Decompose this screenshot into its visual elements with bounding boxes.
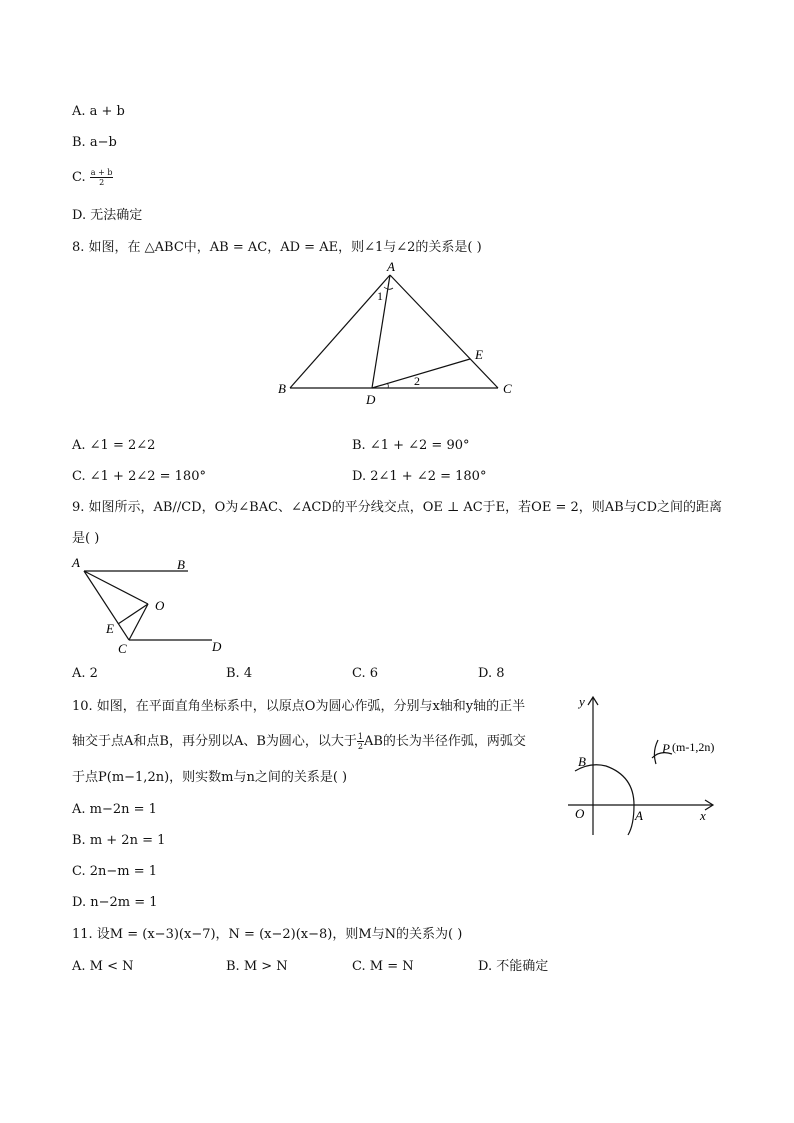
q11-stem: 11. 设M = (x−3)(x−7)，N = (x−2)(x−8)，则M与N的关系为( ) bbox=[72, 927, 463, 942]
q7-option-d: D. 无法确定 bbox=[72, 208, 143, 223]
q9-parallel-figure bbox=[66, 553, 236, 658]
point-b-label: B bbox=[278, 381, 286, 396]
q10-half-fraction bbox=[357, 732, 364, 751]
fraction-denominator: 2 bbox=[357, 742, 363, 751]
y-axis-label: y bbox=[579, 694, 585, 709]
q9-option-c: C. 6 bbox=[352, 666, 379, 681]
q10-option-c: C. 2n−m = 1 bbox=[72, 864, 158, 879]
fraction-numerator: 1 bbox=[357, 732, 363, 741]
segment-co bbox=[129, 604, 148, 640]
point-d-label: D bbox=[366, 392, 376, 407]
q8-stem: 8. 如图，在 △ABC中，AB = AC，AD = AE，则∠1与∠2的关系是( ) bbox=[72, 240, 482, 255]
point-p-label: P bbox=[662, 741, 670, 756]
q9-stem-line1: 9. 如图所示，AB//CD，O为∠BAC、∠ACD的平分线交点，OE ⊥ AC于E，若OE = 2，则AB与CD之间的距离 bbox=[72, 500, 723, 515]
point-p-coordinates: (m-1,2n) bbox=[672, 740, 715, 754]
angle-1-label: 1 bbox=[377, 289, 383, 303]
arc-centered-o bbox=[575, 765, 634, 835]
fraction-numerator: a + b bbox=[90, 168, 113, 177]
q9-stem-line2: 是( ) bbox=[72, 531, 100, 546]
q8-triangle-figure bbox=[270, 255, 530, 410]
segment-de bbox=[372, 359, 470, 388]
q10-option-a: A. m−2n = 1 bbox=[72, 802, 157, 817]
point-e-label: E bbox=[475, 347, 483, 362]
x-axis-label: x bbox=[700, 808, 706, 823]
angle-2-label: 2 bbox=[414, 374, 420, 388]
point-b-label: B bbox=[177, 557, 185, 572]
point-c-label: C bbox=[503, 381, 512, 396]
fraction-denominator: 2 bbox=[99, 178, 105, 187]
q10-option-d: D. n−2m = 1 bbox=[72, 895, 158, 910]
q7-option-b: B. a−b bbox=[72, 135, 117, 150]
q7-option-c bbox=[72, 168, 113, 187]
point-a-label: A bbox=[387, 259, 395, 274]
point-o-label: O bbox=[155, 598, 165, 613]
point-e-label: E bbox=[106, 621, 114, 636]
q9-option-d: D. 8 bbox=[478, 666, 505, 681]
point-c-label: C bbox=[118, 641, 127, 656]
q9-option-b: B. 4 bbox=[226, 666, 253, 681]
q10-stem-line2 bbox=[72, 732, 526, 751]
q7-option-c-fraction bbox=[90, 168, 114, 187]
q11-option-c: C. M = N bbox=[352, 959, 414, 974]
q10-coordinate-figure bbox=[560, 690, 730, 840]
origin-label: O bbox=[575, 806, 585, 821]
q11-option-d: D. 不能确定 bbox=[478, 959, 549, 974]
q8-option-b: B. ∠1 + ∠2 = 90° bbox=[352, 438, 470, 453]
q8-option-a: A. ∠1 = 2∠2 bbox=[72, 438, 156, 453]
point-d-label: D bbox=[212, 639, 222, 654]
point-a-label: A bbox=[72, 555, 80, 570]
segment-ac bbox=[390, 275, 498, 388]
segment-oe bbox=[118, 604, 148, 624]
q9-option-a: A. 2 bbox=[72, 666, 98, 681]
q10-stem-line3: 于点P(m−1,2n)，则实数m与n之间的关系是( ) bbox=[72, 770, 348, 785]
q10-stem-line1: 10. 如图，在平面直角坐标系中，以原点O为圆心作弧，分别与x轴和y轴的正半 bbox=[72, 699, 526, 714]
q11-option-a: A. M < N bbox=[72, 959, 134, 974]
segment-ao bbox=[84, 571, 148, 604]
q8-option-d: D. 2∠1 + ∠2 = 180° bbox=[352, 469, 487, 484]
point-b-label: B bbox=[578, 754, 586, 769]
q10-stem-line2-end: AB的长为半径作弧，两弧交 bbox=[363, 734, 526, 749]
q10-stem-line2-start: 轴交于点A和点B，再分别以A、B为圆心，以大于 bbox=[72, 734, 357, 749]
q8-option-c: C. ∠1 + 2∠2 = 180° bbox=[72, 469, 206, 484]
q11-option-b: B. M > N bbox=[226, 959, 288, 974]
point-a-label: A bbox=[635, 808, 643, 823]
q10-option-b: B. m + 2n = 1 bbox=[72, 833, 166, 848]
q7-option-c-prefix: C. bbox=[72, 170, 86, 185]
q7-option-a: A. a + b bbox=[72, 104, 125, 119]
arc-from-a bbox=[654, 740, 658, 764]
